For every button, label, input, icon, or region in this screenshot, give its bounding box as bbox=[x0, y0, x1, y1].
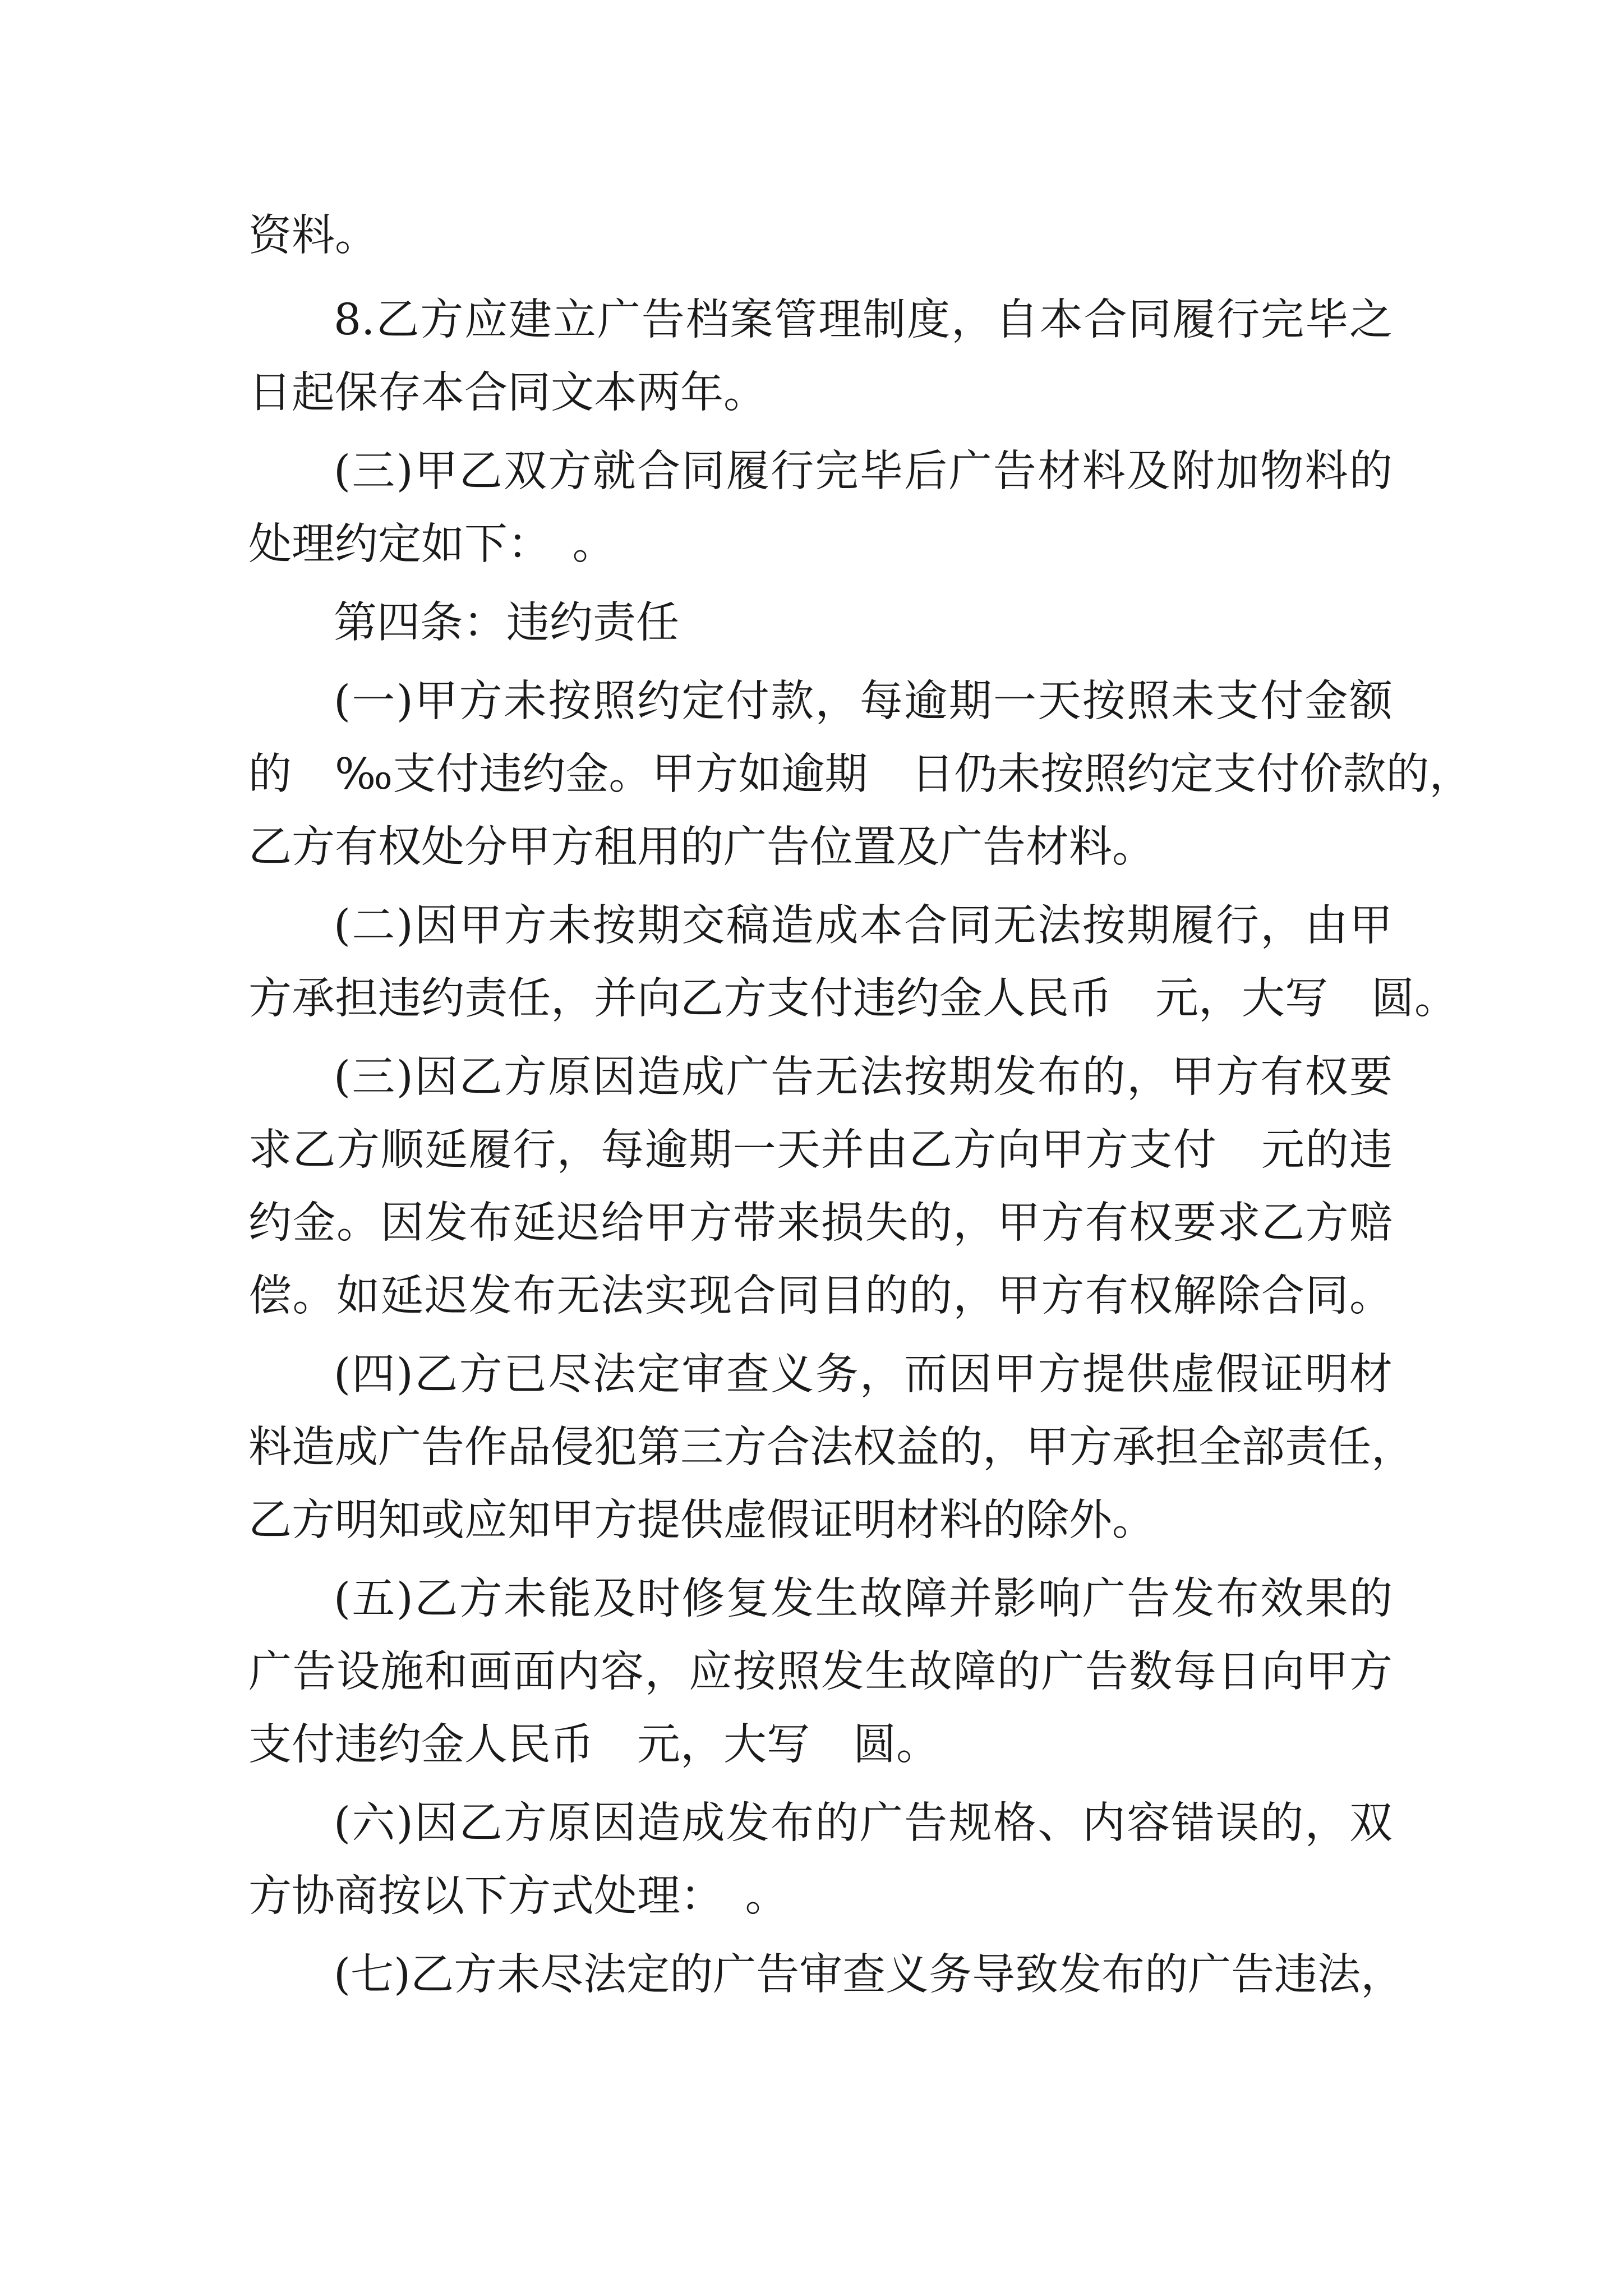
text-line: (五)乙方未能及时修复发生故障并影响广告发布效果的 bbox=[334, 1574, 1393, 1624]
text-line: 求乙方顺延履行，每逾期一天并由乙方向甲方支付 元的违 bbox=[248, 1125, 1393, 1175]
text-line: 方协商按以下方式处理： 。 bbox=[248, 1871, 789, 1921]
text-line: (三)因乙方原因造成广告无法按期发布的，甲方有权要 bbox=[334, 1052, 1393, 1102]
text-line: 料造成广告作品侵犯第三方合法权益的，甲方承担全部责任， bbox=[248, 1423, 1414, 1473]
text-line: 乙方明知或应知甲方提供虚假证明材料的除外。 bbox=[248, 1496, 1155, 1545]
text-line: 的 ‰支付违约金。甲方如逾期 日仍未按照约定支付价款的， bbox=[248, 749, 1473, 799]
text-line: 支付违约金人民币 元，大写 圆。 bbox=[248, 1720, 939, 1770]
text-line: 方承担违约责任，并向乙方支付违约金人民币 元，大写 圆。 bbox=[248, 974, 1458, 1024]
text-line: (七)乙方未尽法定的广告审查义务导致发布的广告违法， bbox=[334, 1950, 1404, 2000]
text-line: 处理约定如下： 。 bbox=[248, 519, 616, 569]
text-line: 资料。 bbox=[248, 211, 378, 261]
text-line: 乙方有权处分甲方租用的广告位置及广告材料。 bbox=[248, 822, 1155, 872]
section-heading: 第四条：违约责任 bbox=[334, 598, 679, 648]
text-line: (二)因甲方未按期交稿造成本合同无法按期履行，由甲 bbox=[334, 901, 1393, 951]
text-line: (三)甲乙双方就合同履行完毕后广告材料及附加物料的 bbox=[334, 447, 1393, 496]
text-line: 日起保存本合同文本两年。 bbox=[248, 368, 767, 418]
text-line: 约金。因发布延迟给甲方带来损失的，甲方有权要求乙方赔 bbox=[248, 1198, 1393, 1248]
text-line: 广告设施和画面内容，应按照发生故障的广告数每日向甲方 bbox=[248, 1647, 1393, 1697]
text-line: (六)因乙方原因造成发布的广告规格、内容错误的，双 bbox=[334, 1798, 1393, 1848]
text-line: 偿。如延迟发布无法实现合同目的的，甲方有权解除合同。 bbox=[248, 1271, 1393, 1321]
text-line: (一)甲方未按照约定付款，每逾期一天按照未支付金额 bbox=[334, 677, 1393, 726]
text-line: 8.乙方应建立广告档案管理制度，自本合同履行完毕之 bbox=[334, 295, 1393, 345]
text-line: (四)乙方已尽法定审查义务，而因甲方提供虚假证明材 bbox=[334, 1350, 1393, 1400]
